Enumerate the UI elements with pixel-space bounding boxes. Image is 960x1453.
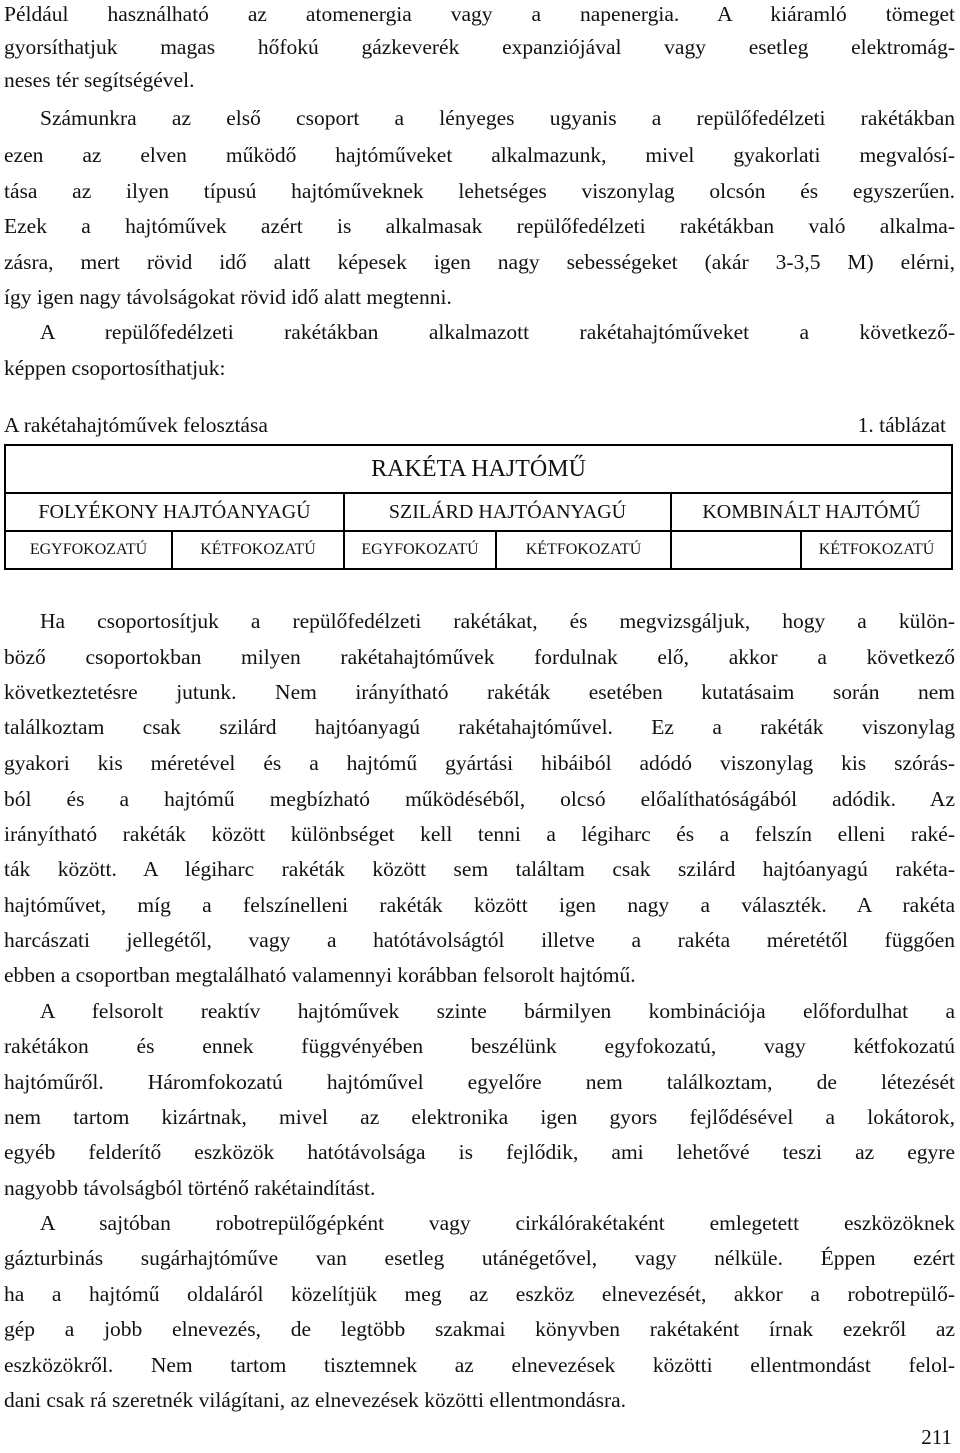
text-line: képpen csoportosíthatjuk: [4,356,226,380]
table-caption: A rakétahajtóművek felosztása [4,413,268,437]
text-line: eszközökről. Nem tartom tisztemnek az elnevezések közötti ellentmondást felol- [4,1353,955,1377]
text-line: gázturbinás sugárhajtóműve van esetleg utánégetővel, vagy nélküle. Éppen ezért [4,1246,955,1270]
text-line: tása az ilyen típusú hajtóműveknek lehetséges viszonylag olcsón és egyszerűen. [4,179,955,203]
subtype-cell: EGYFOKOZATÚ [5,531,172,569]
table-title-cell: RAKÉTA HAJTÓMŰ [5,445,952,493]
group-liquid-propellant: FOLYÉKONY HAJTÓANYAGÚ [5,493,344,531]
text-line: ták között. A légiharc rakéták között sem találtam csak szilárd hajtóanyagú rakéta- [4,857,955,881]
subtype-cell: KÉTFOKOZATÚ [172,531,344,569]
text-line: találkoztam csak szilárd hajtóanyagú rakétahajtóművel. Ez a rakéták viszonylag [4,715,955,739]
text-line: következtetésre jutunk. Nem irányítható rakéták esetében kutatásaim során nem [4,680,955,704]
text-line: hajtóművet, míg a felszínelleni rakéták között igen nagy a választék. A rakéta [4,893,955,917]
engine-classification-table [4,444,953,570]
text-line: ebben a csoportban megtalálható valamennyi korábban felsorolt hajtómű. [4,963,636,987]
text-line: A felsorolt reaktív hajtóművek szinte bármilyen kombinációja előfordulhat a [40,999,955,1023]
text-line: A sajtóban robotrepülőgépként vagy cirkálórakétaként emlegetett eszközöknek [40,1211,955,1235]
text-line: ezen az elven működő hajtóműveket alkalmazunk, mivel gyakorlati megvalósí- [4,143,955,167]
text-line: így igen nagy távolságokat rövid idő alatt megtenni. [4,285,452,309]
text-line: ból és a hajtómű megbízható működéséből, olcsó előalíthatóságából adódik. Az [4,787,955,811]
text-line: A repülőfedélzeti rakétákban alkalmazott rakétahajtóműveket a következő- [40,320,955,344]
text-line: nagyobb távolságból történő rakétaindítást. [4,1176,376,1200]
page-number: 211 [921,1425,952,1449]
subtype-cell: KÉTFOKOZATÚ [801,531,952,569]
text-line: Számunkra az első csoport a lényeges ugyanis a repülőfedélzeti rakétákban [40,106,955,130]
text-line: zásra, mert rövid idő alatt képesek igen nagy sebességeket (akár 3-3,5 M) elérni, [4,250,955,274]
text-line: böző csoportokban milyen rakétahajtóművek fordulnak elő, akkor a következő [4,645,955,669]
text-line: gép a jobb elnevezés, de legtöbb szakmai könyvben rakétaként írnak ezekről az [4,1317,955,1341]
text-line: nem tartom kizártnak, mivel az elektronika igen gyors fejlődésével a lokátorok, [4,1105,955,1129]
text-line: hajtóműről. Háromfokozatú hajtóművel egyelőre nem találkoztam, de létezését [4,1070,955,1094]
table-number: 1. táblázat [857,413,946,437]
text-line: gyorsíthatjuk magas hőfokú gázkeverék expanziójával vagy esetleg elektromág- [4,35,955,59]
text-line: Például használható az atomenergia vagy a napenergia. A kiáramló tömeget [4,2,955,26]
group-combined-engine: KOMBINÁLT HAJTÓMŰ [671,493,952,531]
text-line: Ha csoportosítjuk a repülőfedélzeti rakétákat, és megvizsgáljuk, hogy a külön- [40,609,955,633]
subtype-cell: KÉTFOKOZATÚ [496,531,671,569]
text-line: harcászati jellegétől, vagy a hatótávolságtól illetve a rakéta méretétől függően [4,928,955,952]
text-line: rakétákon és ennek függvényében beszélünk egyfokozatú, vagy kétfokozatú [4,1034,955,1058]
text-line: neses tér segítségével. [4,68,195,92]
subtype-cell: EGYFOKOZATÚ [344,531,496,569]
text-line: dani csak rá szeretnék világítani, az elnevezések közötti ellentmondásra. [4,1388,627,1412]
text-line: ha a hajtómű oldaláról közelítjük meg az eszköz elnevezését, akkor a robotrepülő- [4,1282,955,1306]
text-line: gyakori kis méretével és a hajtómű gyártási hibáiból adódó viszonylag kis szórás- [4,751,955,775]
text-line: irányítható rakéták között különbséget kell tenni a légiharc és a felszín elleni raké- [4,822,955,846]
text-line: egyéb felderítő eszközök hatótávolsága is fejlődik, ami lehetővé teszi az egyre [4,1140,955,1164]
text-line: Ezek a hajtóművek azért is alkalmasak repülőfedélzeti rakétákban való alkalma- [4,214,955,238]
subtype-cell-empty [671,531,801,569]
group-solid-propellant: SZILÁRD HAJTÓANYAGÚ [344,493,671,531]
